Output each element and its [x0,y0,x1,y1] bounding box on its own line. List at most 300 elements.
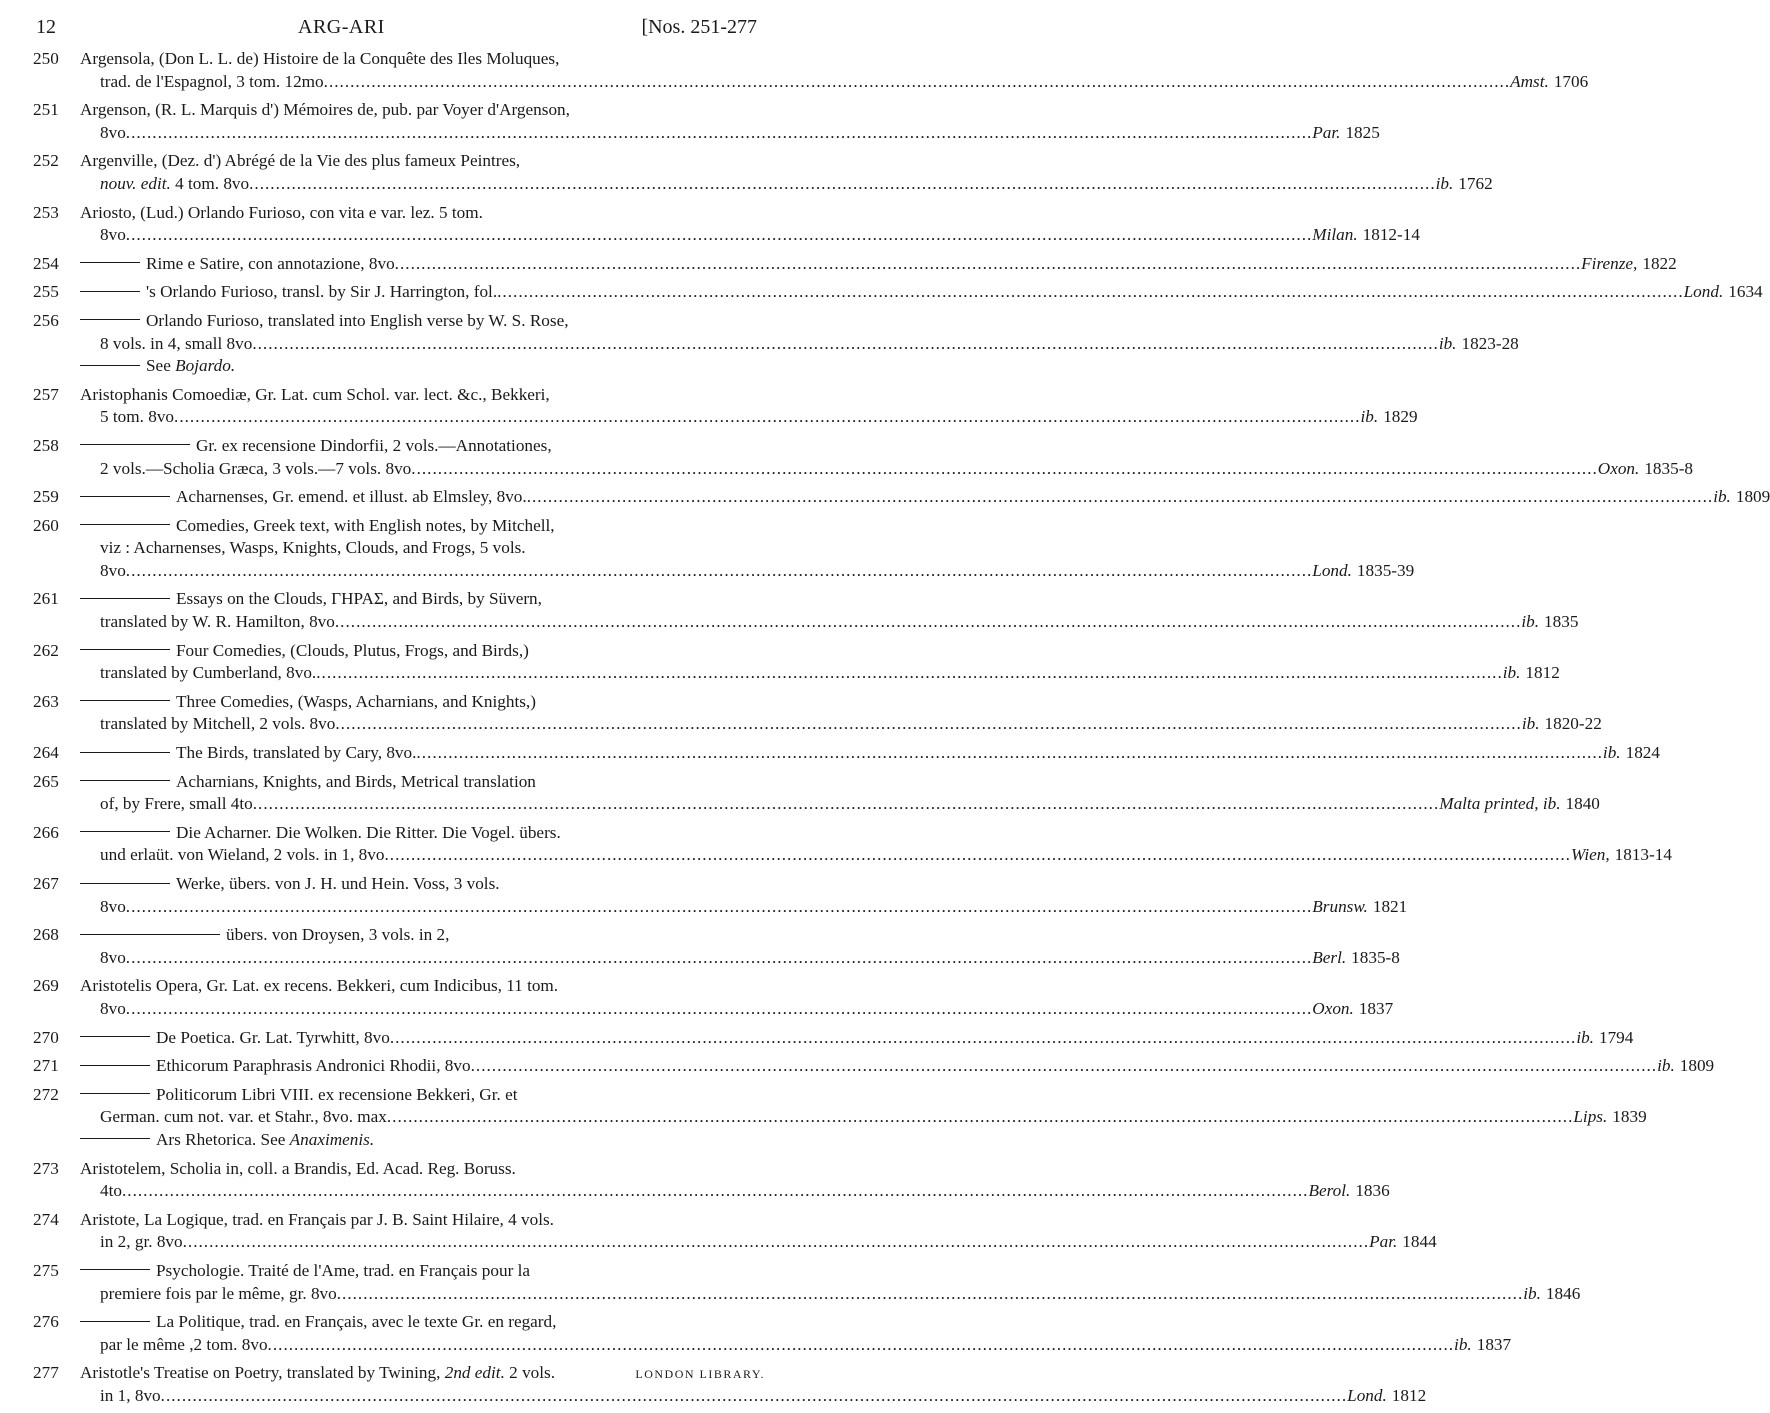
entry-text [80,742,1660,765]
entry-text [80,771,1600,816]
page-number: 12 [36,16,56,38]
entry-line-body [80,924,449,947]
catalogue-entry [0,435,1694,480]
entry-line-body [80,1129,374,1152]
entry-line-body [80,435,552,458]
entry-line [80,1385,1427,1408]
imprint-place: Amst. [1510,71,1549,91]
leader-dots [411,458,1598,481]
imprint-place: ib. [1521,714,1540,734]
entry-line-body [80,691,536,714]
entry-line [80,771,765,794]
imprint-place: Lond. [1683,282,1724,302]
leader-dots [337,1283,1524,1306]
leader-dots [335,611,1522,634]
line-text: translated by W. R. Hamilton, 8vo [100,612,335,632]
line-text: 's Orlando Furioso, transl. by Sir J. Harrington, fol. [146,282,498,302]
catalogue-entry [0,99,1380,144]
ditto-dash [80,883,170,884]
leader-dots [183,1231,1370,1254]
entry-line [80,611,1579,634]
entry-number: 276 [33,1312,59,1332]
entry-line-body [80,202,483,225]
entry-text [80,515,1415,583]
imprint-place: ib. [1523,1283,1541,1303]
ditto-dash [80,444,190,445]
leader-dots [126,224,1313,247]
entry-line [80,281,1763,304]
line-text: 5 tom. 8vo [100,407,175,427]
entry-text [80,48,1589,93]
entry-number: 272 [33,1084,59,1104]
entry-line-body [100,947,126,970]
entry-line [80,99,765,122]
entry-line [80,515,765,538]
imprint-date: 1846 [1545,1283,1581,1303]
entry-line [80,1180,1390,1203]
entry-line-body [80,975,558,998]
entry-line-body [80,1027,390,1050]
imprint-place: Par. [1369,1232,1398,1252]
catalogue-entry [0,742,1660,765]
imprint-date: 1813-14 [1614,845,1672,865]
catalogue-entry [0,48,1589,93]
entry-line-body [100,71,324,94]
catalogue-entry [0,384,1418,429]
entry-line [80,560,1415,583]
ditto-dash [80,1321,150,1322]
entry-line [80,640,765,663]
leader-dots [395,253,1582,276]
imprint-date: 1825 [1345,122,1380,142]
ditto-dash [80,1093,150,1094]
catalogue-entry [0,1158,1390,1203]
entry-line [80,691,765,714]
leader-dots [268,1334,1455,1357]
entry-text [80,1055,1715,1078]
line-text: Gr. ex recensione Dindorfii, 2 vols.—Annotationes, [196,435,552,455]
entry-number: 273 [33,1158,59,1178]
entry-text [80,924,1400,969]
entry-line-body [100,333,252,356]
entry-line-body [80,1260,530,1283]
entry-line [80,48,765,71]
entry-text [80,310,1519,378]
entry-line [80,742,1660,765]
line-text: The Birds, translated by Cary, 8vo. [176,743,417,763]
entry-line [80,355,765,378]
line-text: 8vo [100,947,126,967]
ditto-dash [80,1138,150,1139]
entry-text [80,822,1672,867]
leader-dots [384,844,1571,867]
imprint-place: Oxon. [1597,458,1640,478]
entry-line-body [100,1180,122,1203]
entry-line-body [80,1158,516,1181]
entry-line-body [100,224,126,247]
entry-line-body [80,588,542,611]
entry-line-body [80,281,497,304]
cross-reference: Anaximenis. [289,1129,375,1149]
ditto-dash [80,780,170,781]
ditto-dash [80,524,170,525]
entry-text [80,640,1560,685]
entry-number: 255 [33,282,59,302]
entry-text [80,384,1418,429]
line-text: Ars Rhetorica. See [156,1129,290,1149]
entry-text [80,99,1380,144]
imprint-date: 1835-39 [1356,560,1415,580]
imprint-place: ib. [1502,663,1521,683]
entry-text [80,1209,1437,1254]
imprint-place: ib. [1360,407,1379,427]
line-text: 4to [100,1181,122,1201]
imprint-date: 1837 [1358,998,1394,1018]
imprint-date: 1820-22 [1544,714,1602,734]
entry-line-body [80,1362,555,1385]
leader-dots [126,947,1313,970]
line-text: viz : Acharnenses, Wasps, Knights, Clouds, and Frogs, 5 vols. [100,538,526,558]
catalogue-entry [0,1260,1581,1305]
imprint-place: ib. [1438,333,1457,353]
imprint-date: 1794 [1598,1027,1634,1047]
line-text: Argenville, (Dez. d') Abrégé de la Vie des plus fameux Peintres, [80,151,521,171]
catalogue-entry [0,640,1560,685]
imprint-date: 1835-8 [1644,458,1694,478]
entry-line [80,486,1770,509]
line-text: translated by Cumberland, 8vo. [100,663,317,683]
entry-line-body [80,1311,556,1334]
imprint-date: 1809 [1735,487,1770,507]
catalogue-entry [0,486,1770,509]
line-text: Aristote, La Logique, trad. en Français par J. B. Saint Hilaire, 4 vols. [80,1209,554,1229]
leader-dots [253,793,1440,816]
ditto-dash [80,752,170,753]
catalogue-entry [0,202,1420,247]
entry-line-body [80,253,395,276]
imprint-place: ib. [1454,1334,1472,1354]
entry-line-body [80,771,536,794]
entry-number: 262 [33,640,59,660]
leader-dots [252,333,1439,356]
line-text: premiere fois par le même, gr. 8vo [100,1283,337,1303]
entry-line [80,873,765,896]
imprint-place: Berol. [1308,1181,1351,1201]
leader-dots [497,281,1684,304]
entry-text [80,150,1493,195]
catalogue-entry [0,1311,1512,1356]
entry-number: 259 [33,487,59,507]
entry-line-body [80,355,235,378]
line-text: 8vo [100,560,126,580]
ditto-dash [80,649,170,650]
imprint-date: 1836 [1355,1181,1390,1201]
imprint-date: 1829 [1383,407,1418,427]
ditto-dash [80,319,140,320]
line-text: Aristotelis Opera, Gr. Lat. ex recens. Bekkeri, cum Indicibus, 11 tom. [80,976,559,996]
imprint-place: Lond. [1312,560,1352,580]
leader-dots [126,122,1313,145]
line-text: Aristophanis Comoediæ, Gr. Lat. cum Schol. var. lect. &c., Bekkeri, [80,384,550,404]
entry-line [80,458,1694,481]
entry-line [80,588,765,611]
line-text: Argenson, (R. L. Marquis d') Mémoires de, pub. par Voyer d'Argenson, [80,100,570,120]
entry-number: 252 [33,151,59,171]
entry-number: 270 [33,1027,59,1047]
leader-dots [527,486,1714,509]
imprint-date: 1812 [1525,663,1560,683]
ditto-dash [80,291,140,292]
entry-line [80,975,765,998]
entry-text [80,975,1394,1020]
catalogue-entry [0,281,1763,304]
line-text: La Politique, trad. en Français, avec le texte Gr. en regard, [156,1312,557,1332]
line-text: 2 vols.—Scholia Græca, 3 vols.—7 vols. 8vo [100,458,412,478]
entry-line-body [100,122,126,145]
entry-text [80,1311,1512,1356]
line-text: in 2, gr. 8vo [100,1232,183,1252]
entry-number: 265 [33,771,59,791]
entry-line [80,202,765,225]
entry-line [80,384,765,407]
line-text: Four Comedies, (Clouds, Plutus, Frogs, and Birds,) [176,640,529,660]
leader-dots [390,1027,1577,1050]
imprint-date: 1840 [1565,794,1600,814]
entry-line [80,947,1400,970]
entry-line-body [100,662,316,685]
line-text: Ethicorum Paraphrasis Andronici Rhodii, 8vo [156,1056,471,1076]
entry-line [80,1055,1715,1078]
entry-text [80,588,1579,633]
catalogue-entry [0,1209,1437,1254]
entry-text [80,873,1408,918]
leader-dots [316,662,1503,685]
imprint-place: Berl. [1312,947,1347,967]
line-text: 8vo [100,998,126,1018]
imprint-place: Lips. [1573,1107,1608,1127]
ditto-dash [80,1036,150,1037]
entry-line-body [80,515,555,538]
ditto-dash [80,831,170,832]
entry-line-body [80,99,570,122]
entry-line [80,822,765,845]
line-text: Acharnenses, Gr. emend. et illust. ab Elmsley, 8vo. [176,487,527,507]
entry-line [80,1158,765,1181]
entry-line-body [80,48,559,71]
entry-line [80,435,765,458]
ditto-dash [80,262,140,263]
leader-dots [249,173,1436,196]
leader-dots [122,1180,1309,1203]
imprint-date: 1823-28 [1461,333,1519,353]
line-text: Argensola, (Don L. L. de) Histoire de la Conquête des Iles Moluques, [80,49,560,68]
imprint-place: ib. [1521,612,1540,632]
entry-line-body [80,873,500,896]
entry-number: 267 [33,874,59,893]
line-text: Politicorum Libri VIII. ex recensione Bekkeri, Gr. et [156,1084,518,1104]
line-text: und erlaüt. von Wieland, 2 vols. in 1, 8vo [100,845,385,865]
imprint-date: 1824 [1625,743,1660,763]
italic-text: nouv. edit. [100,173,171,193]
entry-line [80,150,765,173]
line-text: Orlando Furioso, translated into English verse by W. S. Rose, [146,310,569,330]
line-text: Ariosto, (Lud.) Orlando Furioso, con vita e var. lez. 5 tom. [80,202,483,222]
entry-line [80,1129,765,1152]
cross-reference: Bojardo. [175,356,236,376]
entry-line [80,1084,765,1107]
imprint-place: Milan. [1312,225,1358,245]
entry-text [80,691,1602,736]
ditto-dash [80,700,170,701]
entry-line [80,896,1408,919]
entry-number: 257 [33,384,59,404]
entry-number: 256 [33,310,59,330]
imprint-place: Par. [1312,122,1341,142]
imprint-place: Malta printed, ib. [1439,794,1561,814]
ditto-dash [80,598,170,599]
entry-number: 271 [33,1056,59,1076]
entry-line-body [100,1334,268,1357]
entry-line-body [100,844,384,867]
imprint-date: 1762 [1458,173,1493,193]
entry-line [80,924,765,947]
imprint-date: 1706 [1553,71,1589,91]
leader-dots [126,896,1313,919]
entry-text [80,202,1420,247]
line-text-tail: 2 vols. [504,1363,556,1383]
entry-line-body [100,173,249,196]
leader-dots [126,560,1313,583]
imprint-date: 1809 [1679,1056,1715,1076]
imprint-date: 1844 [1402,1232,1437,1252]
entry-text [80,1260,1581,1305]
line-text: translated by Mitchell, 2 vols. 8vo [100,714,336,734]
entry-line-body [100,537,526,560]
entry-text [80,1027,1634,1050]
entry-line-body [100,560,126,583]
ditto-dash [80,934,220,935]
entry-number: 261 [33,589,59,609]
entry-line-body [80,742,416,765]
entry-number: 258 [33,435,59,455]
imprint-date: 1812 [1391,1385,1427,1405]
entry-line-body [100,713,335,736]
line-text: Essays on the Clouds, ΓΗΡΑΣ, and Birds, by Süvern, [176,589,542,609]
entry-line-body [80,640,529,663]
entry-line-body [80,310,569,333]
line-text: Acharnians, Knights, and Birds, Metrical translation [176,771,536,791]
entry-line [80,406,1418,429]
imprint-place: Oxon. [1312,998,1354,1018]
leader-dots [471,1055,1658,1078]
catalogue-entry [0,924,1400,969]
entry-line [80,224,1420,247]
leader-dots [161,1385,1348,1408]
imprint-date: 1634 [1728,282,1763,302]
catalogue-entry [0,150,1493,195]
line-text: See [146,356,176,376]
line-text: De Poetica. Gr. Lat. Tyrwhitt, 8vo [156,1027,390,1047]
entry-line-body [80,822,561,845]
entry-line-body [100,998,126,1021]
entry-line [80,713,1602,736]
entry-number: 254 [33,253,59,273]
line-text: 8vo [100,225,126,245]
entry-line [80,310,765,333]
library-footer: LONDON LIBRARY. [635,1367,765,1381]
entry-line [80,1260,765,1283]
entry-line-body [100,611,335,634]
leader-dots [174,406,1361,429]
line-text: 8vo [100,122,126,142]
imprint-place: ib. [1576,1027,1594,1047]
imprint-date: 1822 [1642,253,1677,273]
catalogue-entry [0,873,1408,918]
line-text: in 1, 8vo [100,1385,161,1405]
line-text: Aristotle's Treatise on Poetry, translated by Twining, [80,1363,445,1383]
entry-line [80,1209,765,1232]
entry-number: 264 [33,743,59,763]
entry-line [80,844,1672,867]
catalogue-entry [0,691,1602,736]
line-text: Aristotelem, Scholia in, coll. a Brandis, Ed. Acad. Reg. Boruss. [80,1158,516,1178]
catalogue-entry [0,515,1415,583]
entry-number: 263 [33,691,59,711]
italic-text: 2nd edit. [444,1363,505,1383]
entry-line-body [100,406,174,429]
line-text: German. cum not. var. et Stahr., 8vo. max [100,1107,387,1127]
entry-line-body [80,1084,517,1107]
entry-line-body [80,150,520,173]
imprint-date: 1821 [1372,896,1408,916]
line-text: Rime e Satire, con annotazione, 8vo [146,253,395,273]
catalogue-entries [0,48,1770,1413]
line-text: of, by Frere, small 4to [100,794,253,814]
imprint-date: 1812-14 [1362,225,1420,245]
line-text: trad. de l'Espagnol, 3 tom. 12mo [100,71,324,91]
entry-line [80,253,1677,276]
entry-text [80,435,1694,480]
line-text: Three Comedies, (Wasps, Acharnians, and Knights,) [176,691,536,711]
entry-text [80,253,1677,276]
entry-number: 269 [33,976,59,996]
entry-line-body [100,1231,183,1254]
entry-number: 250 [33,49,59,68]
entry-line-body [100,1106,387,1129]
entry-line-body [100,1385,161,1408]
catalogue-entry [0,771,1600,816]
entry-number: 275 [33,1260,59,1280]
entry-line [80,71,1589,94]
entry-range: [Nos. 251-277 [641,16,757,38]
entry-line [80,173,1493,196]
catalogue-entry [0,253,1677,276]
catalogue-entry [0,1027,1634,1050]
imprint-place: ib. [1657,1056,1675,1076]
entry-line [80,122,1380,145]
entry-line-body [80,486,527,509]
imprint-date: 1839 [1612,1107,1647,1127]
entry-line-body [80,1209,554,1232]
line-text: Comedies, Greek text, with English notes, by Mitchell, [176,515,555,535]
line-text: Die Acharner. Die Wolken. Die Ritter. Die Vogel. übers. [176,822,561,842]
leader-dots [324,71,1511,94]
entry-line [80,1283,1581,1306]
entry-line [80,1106,1647,1129]
entry-text [80,1084,1647,1152]
running-title: ARG-ARI [298,16,385,38]
ditto-dash [80,496,170,497]
